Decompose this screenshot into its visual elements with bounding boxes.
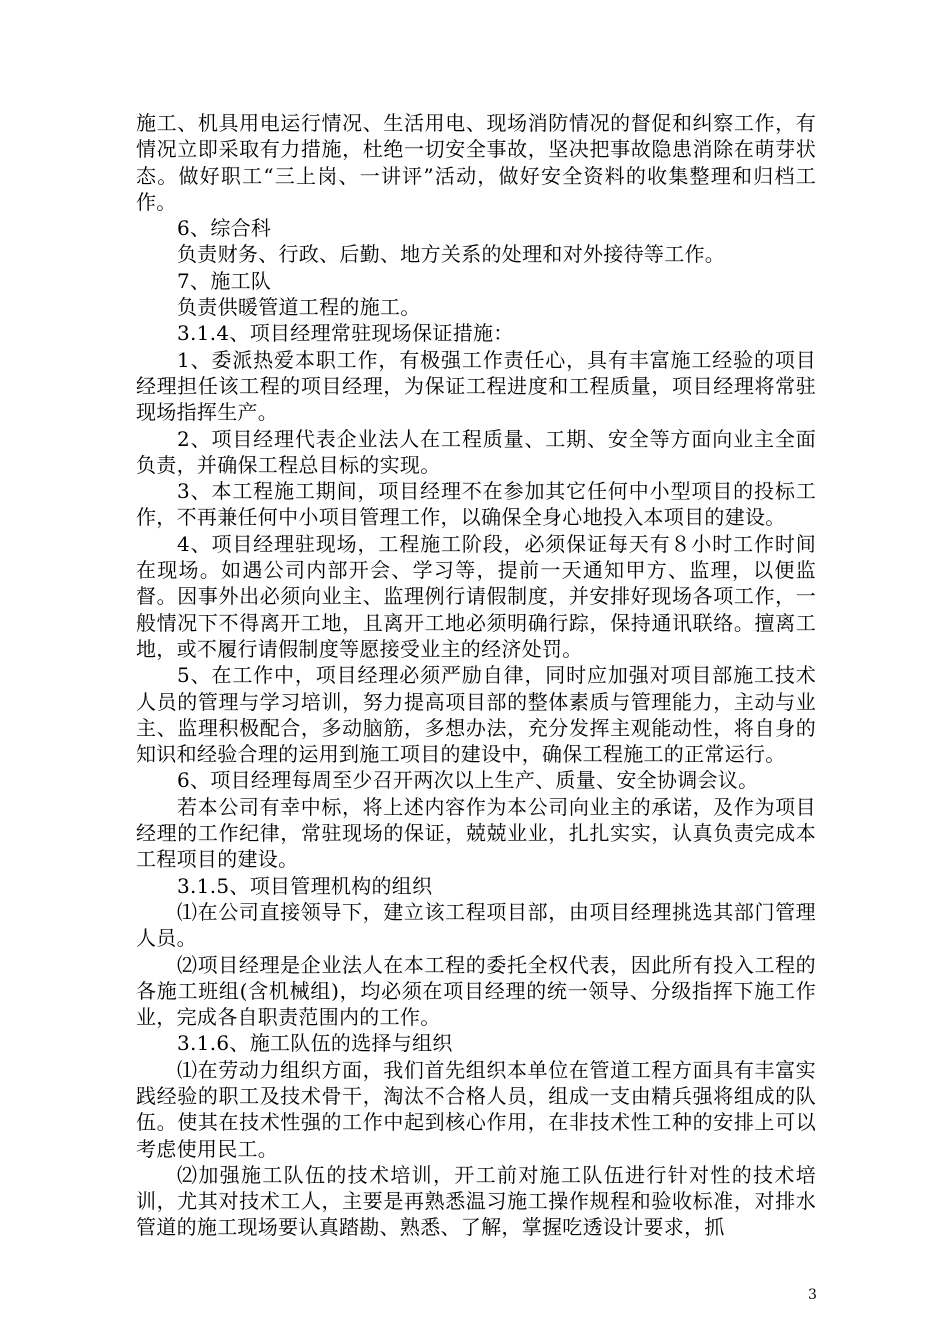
paragraph: 6、项目经理每周至少召开两次以上生产、质量、安全协调会议。 [177, 768, 759, 793]
paragraph: 负责财务、行政、后勤、地方关系的处理和对外接待等工作。 [177, 242, 726, 267]
section-heading: 3.1.5、项目管理机构的组织 [177, 873, 433, 898]
paragraph: 施工、机具用电运行情况、生活用电、现场消防情况的督促和纠察工作，有情况立即采取有力措施，杜绝一切安全事故，坚决把事故隐患消除在萌芽状态。做好职工“三上岗、一讲评”活动，做好安全资料的收集整理和归档工作。 [136, 111, 816, 214]
section-heading: 3.1.4、项目经理常驻现场保证措施： [177, 321, 514, 346]
section-heading: 3.1.6、施工队伍的选择与组织 [177, 1031, 453, 1056]
paragraph: ⑴在劳动力组织方面，我们首先组织本单位在管道工程方面具有丰富实践经验的职工及技术骨干，淘汰不合格人员，组成一支由精兵强将组成的队伍。使其在技术性强的工作中起到核心作用，在非技术性工种的安排上可以考虑使用民工。 [136, 1057, 816, 1161]
paragraph: ⑴在公司直接领导下，建立该工程项目部，由项目经理挑选其部门管理人员。 [136, 899, 816, 951]
page-number: 3 [808, 1287, 817, 1303]
paragraph: 5、在工作中，项目经理必须严励自律，同时应加强对项目部施工技术人员的管理与学习培训，努力提高项目部的整体素质与管理能力，主动与业主、监理积极配合，多动脑筋，多想办法，充分发挥主观能动性，将自身的知识和经验合理的运用到施工项目的建设中，确保工程施工的正常运行。 [136, 663, 816, 767]
paragraph: 3、本工程施工期间，项目经理不在参加其它任何中小型项目的投标工作，不再兼任何中小项目管理工作，以确保全身心地投入本项目的建设。 [136, 479, 816, 530]
section-heading: 6、综合科 [177, 216, 272, 241]
paragraph: 2、项目经理代表企业法人在工程质量、工期、安全等方面向业主全面负责，并确保工程总目标的实现。 [136, 426, 816, 477]
paragraph: ⑵加强施工队伍的技术培训，开工前对施工队伍进行针对性的技术培训，尤其对技术工人，主要是再熟悉温习施工操作规程和验收标准，对排水管道的施工现场要认真踏勘、熟悉、了解，掌握吃透设计要求，抓 [136, 1162, 816, 1240]
paragraph: 4、项目经理驻现场，工程施工阶段，必须保证每天有８小时工作时间在现场。如遇公司内部开会、学习等，提前一天通知甲方、监理，以便监督。因事外出必须向业主、监理例行请假制度，并安排好现场各项工作，一般情况下不得离开工地，且离开工地必须明确行踪，保持通讯联络。擅离工地，或不履行请假制度等愿接受业主的经济处罚。 [136, 531, 816, 661]
paragraph: ⑵项目经理是企业法人在本工程的委托全权代表，因此所有投入工程的各施工班组(含机械组)，均必须在项目经理的统一领导、分级指挥下施工作业，完成各自职责范围内的工作。 [136, 952, 816, 1030]
paragraph: 若本公司有幸中标，将上述内容作为本公司向业主的承诺，及作为项目经理的工作纪律，常驻现场的保证，兢兢业业，扎扎实实，认真负责完成本工程项目的建设。 [136, 794, 816, 872]
section-heading: 7、施工队 [177, 268, 272, 293]
paragraph: 负责供暖管道工程的施工。 [177, 295, 421, 320]
paragraph: 1、委派热爱本职工作，有极强工作责任心，具有丰富施工经验的项目经理担任该工程的项目经理，为保证工程进度和工程质量，项目经理将常驻现场指挥生产。 [136, 347, 816, 425]
document-body [136, 110, 816, 1241]
